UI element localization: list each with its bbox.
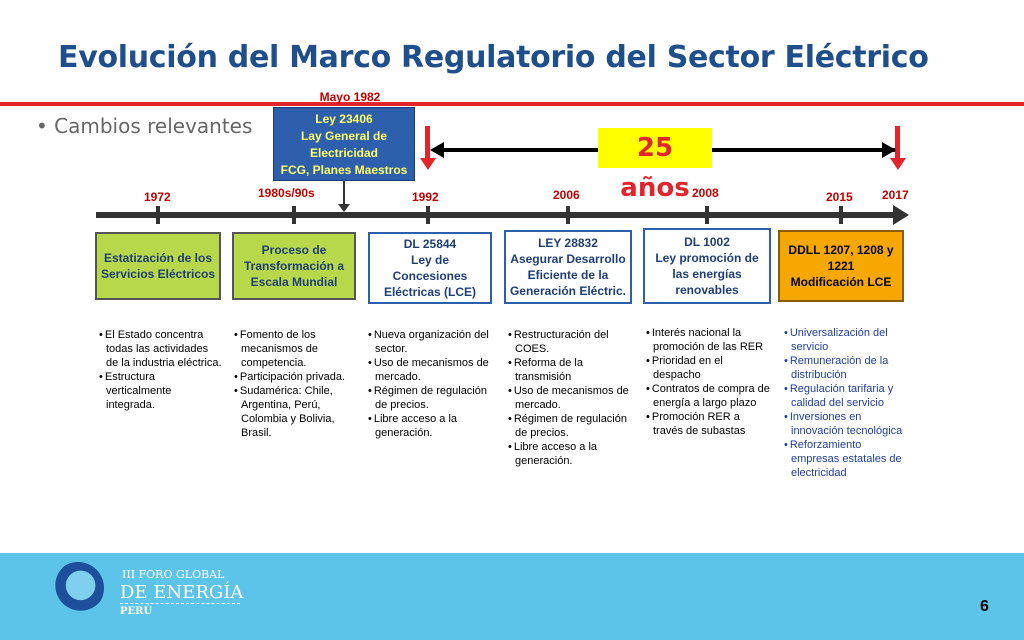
timeline-tick bbox=[705, 206, 709, 224]
note-item: • Sudamérica: Chile, Argentina, Perú, Colombia y Bolivia, Brasil. bbox=[232, 384, 358, 440]
notes-list-1980s bbox=[232, 328, 358, 440]
callout-arrow-head-icon bbox=[338, 204, 350, 212]
year-label: 1980s/90s bbox=[258, 186, 315, 200]
span-start-arrow-icon bbox=[420, 158, 436, 170]
milestone-line: Eléctricas (LCE) bbox=[383, 285, 477, 299]
year-label: 1992 bbox=[412, 190, 439, 204]
note-item: • Uso de mecanismos de mercado. bbox=[506, 384, 634, 412]
notes-list-2015 bbox=[782, 326, 906, 480]
milestone-box-1992 bbox=[368, 232, 492, 304]
milestone-line: DDLL 1207, 1208 y bbox=[788, 243, 894, 257]
callout-date: Mayo 1982 bbox=[319, 90, 381, 104]
notes-list-2006 bbox=[506, 328, 634, 468]
milestone-line: Eficiente de la bbox=[527, 268, 609, 282]
milestone-line: Proceso de bbox=[261, 243, 327, 257]
logo-text-line2: DE ENERGÍA bbox=[120, 582, 244, 603]
note-item: • Fomento de los mecanismos de competencia. bbox=[232, 328, 358, 370]
milestone-box-1972 bbox=[95, 232, 221, 300]
milestone-line: DL 25844 bbox=[403, 237, 457, 251]
bullet-text: • Cambios relevantes bbox=[36, 114, 253, 138]
timeline-arrow-head-icon bbox=[893, 205, 909, 225]
note-item: • Régimen de regulación de precios. bbox=[506, 412, 634, 440]
note-item: • Uso de mecanismos de mercado. bbox=[366, 356, 494, 384]
timeline-tick bbox=[426, 206, 430, 224]
milestone-line: Concesiones bbox=[392, 269, 468, 283]
milestone-box-2006 bbox=[504, 230, 632, 304]
timeline-tick bbox=[839, 206, 843, 224]
note-item: • Régimen de regulación de precios. bbox=[366, 384, 494, 412]
year-label: 2017 bbox=[882, 188, 909, 202]
span-years-badge: 25 años bbox=[598, 128, 712, 168]
span-end-arrow-icon bbox=[890, 158, 906, 170]
milestone-line: Escala Mundial bbox=[250, 275, 338, 289]
forum-logo-icon bbox=[52, 562, 104, 614]
milestone-line: Generación Eléctric. bbox=[509, 284, 627, 298]
note-item: • Estructura verticalmente integrada. bbox=[97, 370, 223, 412]
callout-line: FCG, Planes Maestros bbox=[280, 163, 408, 177]
note-item: • Reforma de la transmisión bbox=[506, 356, 634, 384]
milestone-line: Ley promoción de bbox=[655, 251, 759, 265]
year-label: 1972 bbox=[144, 190, 171, 204]
milestone-line: Transformación a bbox=[243, 259, 345, 273]
note-item: • Libre acceso a la generación. bbox=[366, 412, 494, 440]
milestone-line: las energías bbox=[672, 267, 742, 281]
page-number: 6 bbox=[980, 598, 989, 615]
milestone-line: LEY 28832 bbox=[538, 236, 598, 250]
bullet-label: Cambios relevantes bbox=[54, 114, 253, 138]
note-item: • Promoción RER a través de subastas bbox=[644, 410, 772, 438]
milestone-box-2015 bbox=[778, 230, 904, 302]
note-item: • Interés nacional la promoción de las RER bbox=[644, 326, 772, 354]
callout-line: Electricidad bbox=[309, 146, 379, 160]
timeline-tick bbox=[292, 206, 296, 224]
note-item: • Contratos de compra de energía a largo plazo bbox=[644, 382, 772, 410]
note-item: • El Estado concentra todas las actividades de la industria eléctrica. bbox=[97, 328, 223, 370]
milestone-line: Servicios Eléctricos bbox=[100, 267, 216, 281]
milestone-line: Asegurar Desarrollo bbox=[510, 252, 626, 266]
note-item: • Reforzamiento empresas estatales de electricidad bbox=[782, 438, 906, 480]
span-left-arrow-icon bbox=[430, 142, 444, 158]
note-item: • Remuneración de la distribución bbox=[782, 354, 906, 382]
note-item: • Restructuración del COES. bbox=[506, 328, 634, 356]
note-item: • Prioridad en el despacho bbox=[644, 354, 772, 382]
milestone-box-2008 bbox=[643, 228, 771, 304]
callout-line: Lay General de bbox=[300, 129, 388, 143]
milestone-line: 1221 bbox=[827, 259, 855, 273]
note-item: • Universalización del servicio bbox=[782, 326, 906, 354]
note-item: • Regulación tarifaria y calidad del servicio bbox=[782, 382, 906, 410]
milestone-line: Modificación LCE bbox=[790, 275, 892, 289]
logo-divider bbox=[120, 603, 240, 605]
note-item: • Inversiones en innovación tecnológica bbox=[782, 410, 906, 438]
year-label: 2008 bbox=[692, 186, 719, 200]
notes-list-1992 bbox=[366, 328, 494, 440]
timeline-tick bbox=[156, 206, 160, 224]
milestone-line: renovables bbox=[675, 283, 739, 297]
note-item: • Nueva organización del sector. bbox=[366, 328, 494, 356]
year-label: 2015 bbox=[826, 190, 853, 204]
milestone-line: Ley de bbox=[410, 253, 449, 267]
notes-list-2008 bbox=[644, 326, 772, 438]
milestone-box-1980s bbox=[232, 232, 356, 300]
year-label: 2006 bbox=[553, 188, 580, 202]
slide-title: Evolución del Marco Regulatorio del Sector Eléctrico bbox=[58, 40, 929, 75]
timeline-axis bbox=[96, 212, 896, 218]
milestone-line: Estatización de los bbox=[103, 251, 213, 265]
logo-text-line1: III FORO GLOBAL bbox=[122, 568, 225, 581]
callout-ley-23406 bbox=[273, 107, 415, 181]
notes-list-1972 bbox=[97, 328, 223, 412]
callout-line: Ley 23406 bbox=[315, 112, 373, 126]
span-right-arrow-icon bbox=[882, 142, 896, 158]
timeline-tick bbox=[566, 206, 570, 224]
logo-text-line3: PERÚ bbox=[120, 606, 153, 617]
milestone-line: DL 1002 bbox=[684, 235, 730, 249]
title-underline bbox=[0, 102, 1024, 106]
note-item: • Libre acceso a la generación. bbox=[506, 440, 634, 468]
note-item: • Participación privada. bbox=[232, 370, 358, 384]
